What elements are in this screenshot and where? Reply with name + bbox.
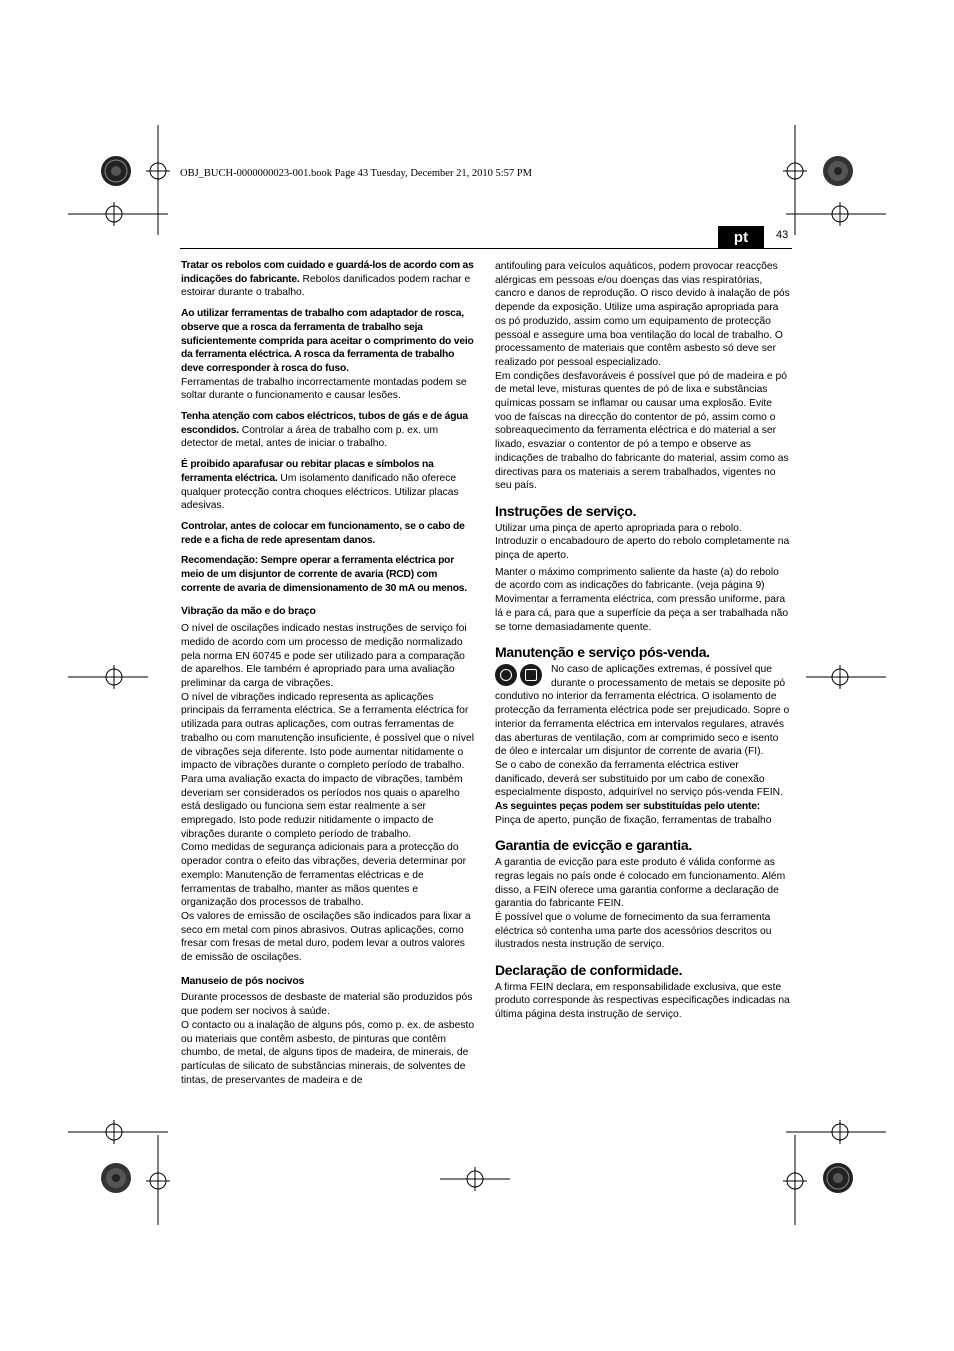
left-column (181, 259, 476, 1087)
paragraph: Tratar os rebolos com cuidado e guardá-los de acordo com as indicações do fabricante. Rebolos danificados podem rachar e estoirar durante o trabalho. (181, 260, 474, 299)
paragraph: No caso de aplicações extremas, é possível que durante o processamento de metais se deposite pó condutivo no interior da ferramenta eléctrica. O isolamento de protecção da ferramenta eléctrica pode ser prejudicado. Sopre o interior da ferramenta eléctrica em intervalos regulares, através das aberturas de ventilação, com ar comprimido seco e isento de óleo e intercalar um disjuntor de corrente de avaria (FI). (495, 663, 790, 758)
header-rule (180, 248, 792, 249)
printer-reg-wheel-icon (100, 1162, 132, 1194)
crosshair-mark-icon (68, 660, 148, 694)
section-heading: Manuseio de pós nocivos (181, 974, 305, 987)
section-heading: Instruções de serviço. (495, 502, 637, 519)
paragraph: antifouling para veículos aquáticos, podem provocar reacções alérgicas em pessoas e/ou doenças das vias respiratórias, cancro e danos de reprodução. O risco devido à inalação de pós depende da exposição. Utilize uma aspiração apropriada para os pó produzido, assim como um equipamento de protecção pessoal e assegure uma boa ventilação do local de trabalho. O processamento de materiais que contêm asbesto só deve ser realizado por pessoal especializado. (495, 261, 790, 368)
eye-protection-icon (495, 664, 517, 686)
paragraph: O nível de vibrações indicado representa as aplicações principais da ferramenta eléctrica. Se a ferramenta eléctrica for utilizada para outras aplicações, com outras ferramentas de trabalho ou com manutenção insuficiente, é possível que o nível de vibrações seja diferente. Isto pode aumentar nitidamente o impacto de vibrações durante o completo período de trabalho. (181, 691, 475, 772)
page-number: 43 (776, 229, 789, 241)
manual-icon (520, 664, 542, 686)
printer-reg-wheel-icon (822, 1162, 854, 1194)
paragraph: A firma FEIN declara, em responsabilidade exclusiva, que este produto corresponde às respectivas especificações indicadas na última página desta instrução de serviço. (495, 981, 790, 1021)
crosshair-mark-icon (786, 197, 886, 231)
paragraph: O contacto ou a inalação de alguns pós, como p. ex. de asbesto ou materiais que contêm asbesto, de pinturas que contêm chumbo, de metal, de alguns tipos de madeira, de minerais, de partículas de silicato de substâncias minerais, de solventes de tintas, de preservantes de madeira e de (181, 1019, 475, 1086)
crosshair-mark-icon (778, 1135, 812, 1225)
right-column (495, 260, 790, 1022)
crosshair-mark-icon (68, 197, 168, 231)
printer-reg-wheel-icon (822, 155, 854, 187)
paragraph: O nível de oscilações indicado nestas instruções de serviço foi medido de acordo com um processo de medição normalizado pela norma EN 60745 e pode ser utilizado para a comparação de aparelhos. Ele também é apropriado para uma avaliação preliminar da carga de vibrações. (181, 623, 467, 689)
crosshair-mark-icon (440, 1162, 510, 1196)
paragraph: Em condições desfavoráveis é possível que pó de madeira e pó de metal leve, misturas quentes de pó de lixa e substâncias químicas possam se inflamar ou causar uma explosão. Evite voo de faíscas na direcção do contentor de pó, assim como o sobreaquecimento da ferramenta eléctrica e do material a ser lixado, esvaziar o contentor de pó a tempo e observe as indicações de trabalho do fabricante do material, assim como as directivas para os materiais a serem trabalhados, vigentes no seu país. (495, 370, 789, 492)
crosshair-mark-icon (141, 1135, 175, 1225)
paragraph: Introduzir o encabadouro de aperto do rebolo completamente na pinça de aperto. (495, 536, 790, 562)
safety-icons (495, 663, 547, 687)
paragraph: Controlar, antes de colocar em funcionamento, se o cabo de rede e a ficha de rede apresentam danos. (181, 520, 465, 546)
paragraph: É proibido aparafusar ou rebitar placas e símbolos na ferramenta eléctrica. Um isolamento danificado não oferece qualquer protecção contra choques eléctricos. Utilizar placas adesivas. (181, 459, 459, 512)
paragraph: Movimentar a ferramenta eléctrica, com pressão uniforme, para lá e para cá, para que a superfície da peça a ser trabalhada não se torne demasiadamente quente. (495, 594, 789, 633)
paragraph: Se o cabo de conexão da ferramenta eléctrica estiver danificado, deverá ser substituido por um cabo de conexão especialmente disposto, adquirível no serviço pós-venda FEIN. (495, 759, 783, 799)
paragraph: A garantia de evicção para este produto é válida conforme as regras legais no país onde é colocado em funcionamento. Além disso, a FEIN oferece uma garantia conforme a declaração de garantia do fabricante FEIN. (495, 857, 786, 910)
section-heading: Declaração de conformidade. (495, 962, 683, 979)
section-heading: Vibração da mão e do braço (181, 605, 316, 618)
paragraph: Os valores de emissão de oscilações são indicados para lixar a seco em metal com pinos abrasivos. Outras aplicações, como fresar com fresas de metal duro, podem levar a outros valores de emissão de oscilações. (181, 910, 471, 964)
section-heading: Manutenção e serviço pós-venda. (495, 644, 710, 661)
file-info-header: OBJ_BUCH-0000000023-001.book Page 43 Tuesday, December 21, 2010 5:57 PM (180, 168, 532, 179)
language-badge: pt (718, 226, 764, 249)
paragraph: Durante processos de desbaste de material são produzidos pós que podem ser nocivos à saúde. (181, 992, 473, 1018)
crosshair-mark-icon (806, 660, 886, 694)
maintenance-block (495, 663, 790, 759)
paragraph: Como medidas de segurança adicionais para a protecção do operador contra o efeito das vibrações, deveria determinar por exemplo: Manutenção de ferramentas eléctricas e de ferramentas de trabalho, manter as mãos quentes e organização dos processos de trabalho. (181, 842, 467, 909)
paragraph: Utilizar uma pinça de aperto apropriada para o rebolo. (495, 522, 742, 534)
paragraph: As seguintes peças podem ser substituídas pelo utente: Pinça de aperto, punção de fixação, ferramentas de trabalho (495, 801, 772, 826)
paragraph: Manter o máximo comprimento saliente da haste (a) do rebolo de acordo com as indicações do fabricante. (veja página 9) (495, 566, 779, 592)
printer-reg-wheel-icon (100, 155, 132, 187)
paragraph: É possível que o volume de fornecimento da sua ferramenta eléctrica só contenha uma parte dos acessórios descritos ou ilustrados nesta instrução de serviço. (495, 911, 772, 951)
paragraph: Para uma avaliação exacta do impacto de vibrações, também deveriam ser considerados os períodos nos quais o aparelho está desligado ou funciona sem estar realmente a ser empregado. Isto pode reduzir nitidamente o impacto de vibrações durante o completo período de trabalho. (181, 773, 463, 840)
paragraph: Recomendação: Sempre operar a ferramenta eléctrica por meio de um disjuntor de corrente de avaria (RCD) com corrente de avaria de dimensionamento de 30 mA ou menos. (181, 555, 467, 594)
paragraph: Tenha atenção com cabos eléctricos, tubos de gás e de água escondidos. Controlar a área de trabalho com p. ex. um detector de metal, antes de iniciar o trabalho. (181, 411, 468, 450)
paragraph: Ao utilizar ferramentas de trabalho com adaptador de rosca, observe que a rosca da ferramenta de trabalho seja suficientemente comprida para aceitar o comprimento do veio da ferramenta eléctrica. A rosca da ferramenta de trabalho deve corresponder à rosca do fuso. Ferramentas de trabalho incorrectamente montadas podem se soltar durante o funcionamento e causar lesões. (181, 308, 474, 402)
section-heading: Garantia de evicção e garantia. (495, 837, 692, 854)
